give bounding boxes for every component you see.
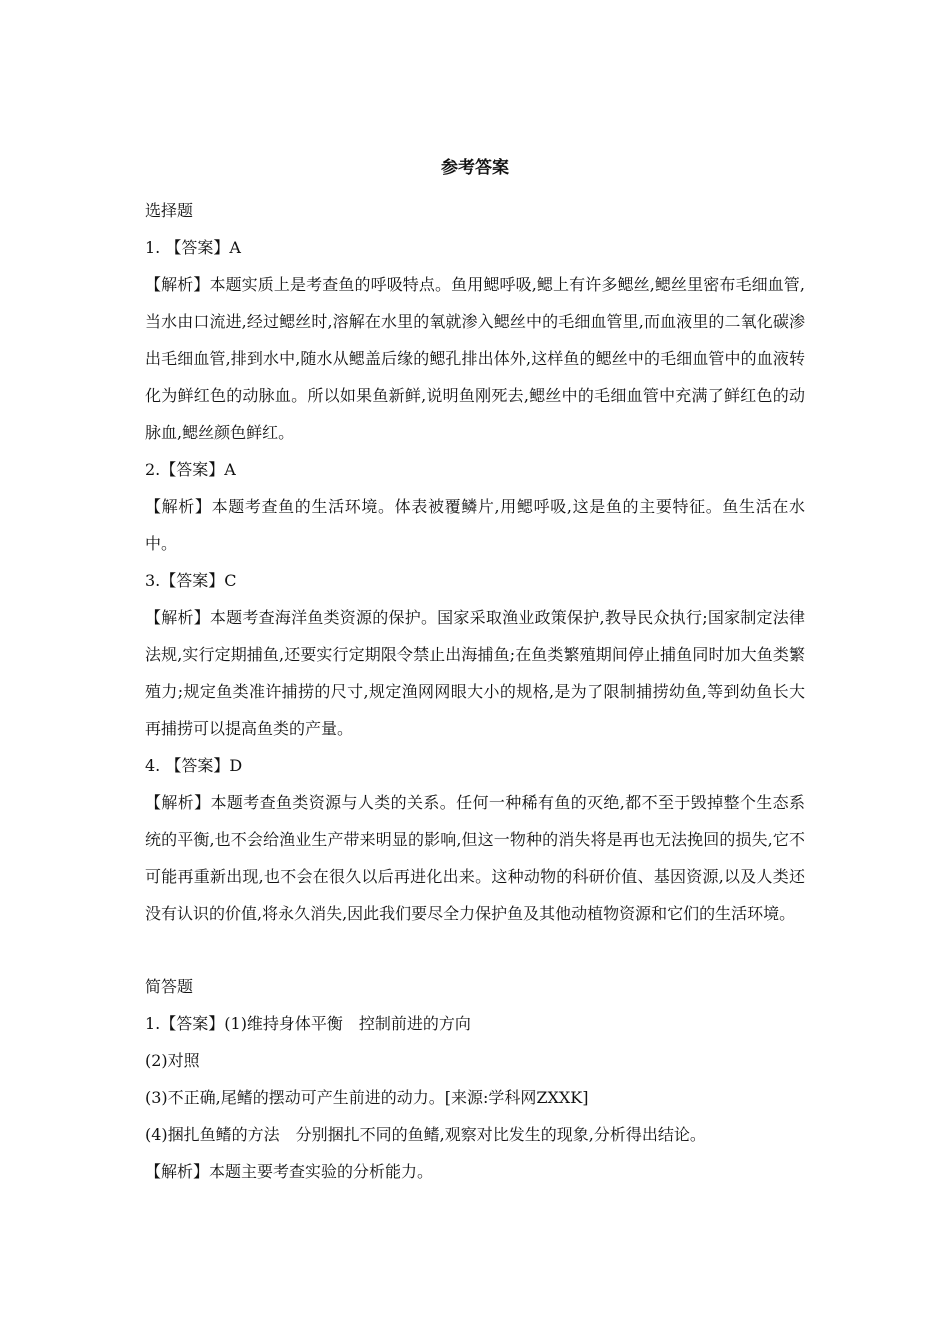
answer-line: 2.【答案】A — [145, 460, 236, 479]
analysis-paragraph: 【解析】本题考查鱼的生活环境。体表被覆鳞片,用鳃呼吸,这是鱼的主要特征。鱼生活在水中。 — [145, 497, 805, 553]
analysis-paragraph: 【解析】本题考查海洋鱼类资源的保护。国家采取渔业政策保护,教导民众执行;国家制定法律法规,实行定期捕鱼,还要实行定期限令禁止出海捕鱼;在鱼类繁殖期间停止捕鱼同时加大鱼类繁殖力;规定鱼类准许捕捞的尺寸,规定渔网网眼大小的规格,是为了限制捕捞幼鱼,等到幼鱼长大再捕捞可以提高鱼类的产量。 — [145, 608, 805, 738]
short-answer-line: 1.【答案】(1)维持身体平衡 控制前进的方向 — [145, 1014, 471, 1033]
analysis-paragraph: 【解析】本题考查鱼类资源与人类的关系。任何一种稀有鱼的灭绝,都不至于毁掉整个生态系统的平衡,也不会给渔业生产带来明显的影响,但这一物种的消失将是再也无法挽回的损失,它不可能再重新出现,也不会在很久以后再进化出来。这种动物的科研价值、基因资源,以及人类还没有认识的价值,将永久消失,因此我们要尽全力保护鱼及其他动植物资源和它们的生活环境。 — [145, 793, 805, 923]
answer-line: 4. 【答案】D — [145, 756, 243, 775]
short-answer-line: (3)不正确,尾鳍的摆动可产生前进的动力。[来源:学科网ZXXK] — [145, 1088, 589, 1107]
document-body — [145, 192, 805, 1190]
short-answer-line: 【解析】本题主要考查实验的分析能力。 — [145, 1162, 434, 1181]
page-title: 参考答案 — [441, 158, 509, 178]
section-heading-choice: 选择题 — [145, 201, 194, 220]
answer-line: 1. 【答案】A — [145, 238, 241, 257]
short-answer-line: (2)对照 — [145, 1051, 200, 1070]
section-heading-short-answer: 简答题 — [145, 977, 194, 996]
section-spacer — [145, 932, 805, 968]
analysis-paragraph: 【解析】本题实质上是考查鱼的呼吸特点。鱼用鳃呼吸,鳃上有许多鳃丝,鳃丝里密布毛细血管,当水由口流进,经过鳃丝时,溶解在水里的氧就渗入鳃丝中的毛细血管里,而血液里的二氧化碳渗出毛细血管,排到水中,随水从鳃盖后缘的鳃孔排出体外,这样鱼的鳃丝中的毛细血管中的血液转化为鲜红色的动脉血。所以如果鱼新鲜,说明鱼刚死去,鳃丝中的毛细血管中充满了鲜红色的动脉血,鳃丝颜色鲜红。 — [145, 275, 805, 442]
short-answer-line: (4)捆扎鱼鳍的方法 分别捆扎不同的鱼鳍,观察对比发生的现象,分析得出结论。 — [145, 1125, 706, 1144]
answer-line: 3.【答案】C — [145, 571, 237, 590]
